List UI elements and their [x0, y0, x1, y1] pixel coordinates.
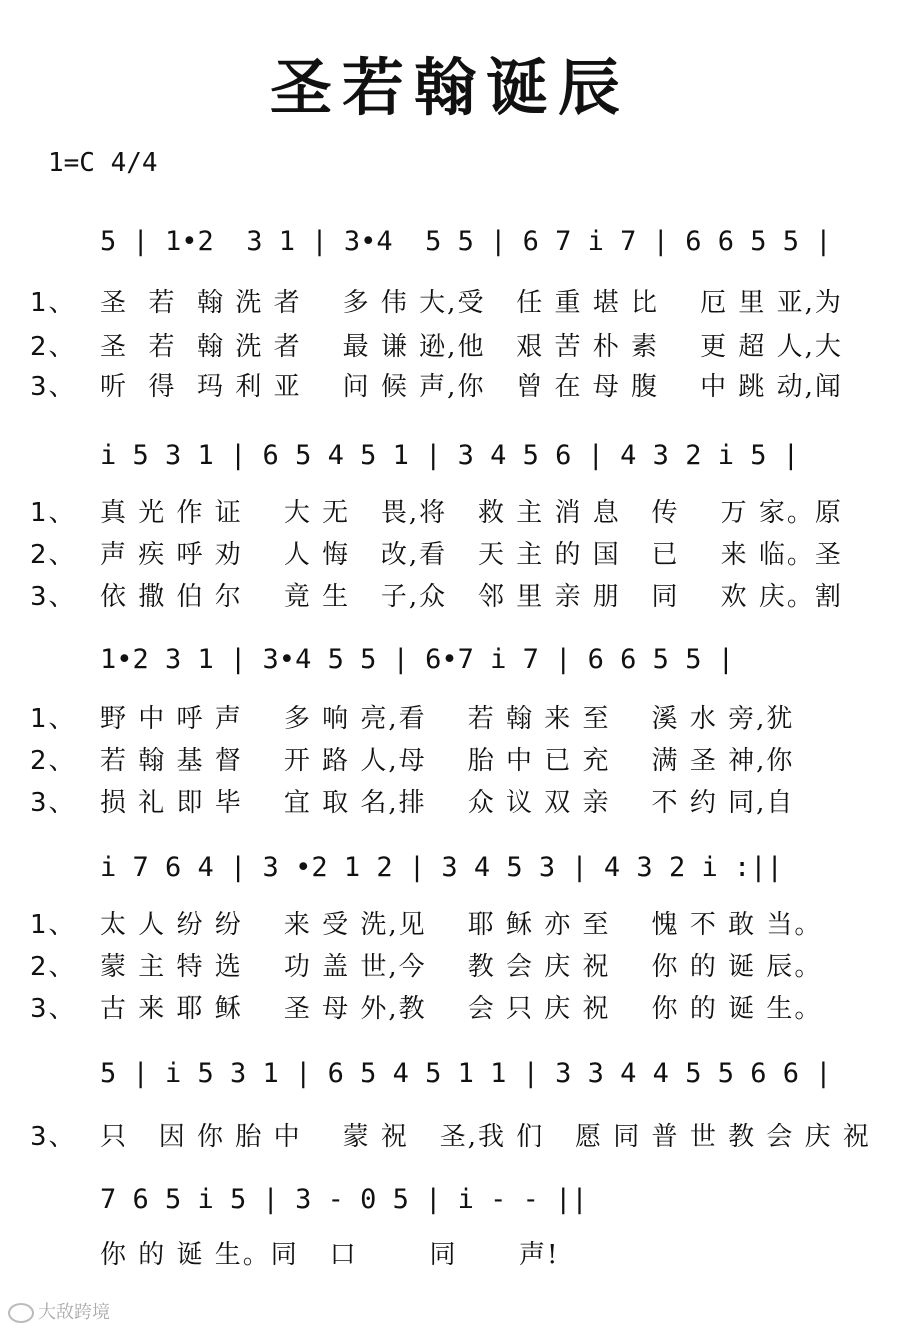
lyric-text: 听 得 玛 利 亚 问 候 声,你 曾 在 母 腹 中 跳 动,闻	[100, 372, 843, 402]
song-title: 圣若翰诞辰	[269, 51, 630, 124]
notation-line-4: i 7 6 4 | 3 •2 1 2 | 3 4 5 3 | 4 3 2 i :||	[100, 852, 783, 883]
lyric-line	[30, 948, 890, 986]
lyric-text: 野 中 呼 声 多 响 亮,看 若 翰 来 至 溪 水 旁,犹	[100, 704, 795, 734]
lyric-text: 圣 若 翰 洗 者 多 伟 大,受 任 重 堪 比 厄 里 亚,为	[100, 288, 843, 318]
lyric-line	[30, 284, 890, 322]
lyric-line	[30, 784, 890, 822]
notation-line-1: 5 | 1•2 3 1 | 3•4 5 5 | 6 7 i 7 | 6 6 5 5 |	[100, 226, 832, 257]
verse-number: 3、	[30, 1122, 77, 1152]
lyric-text: 你 的 诞 生。同 口 同 声!	[100, 1240, 560, 1270]
verse-number: 1、	[30, 704, 77, 734]
verse-number: 1、	[30, 910, 77, 940]
lyric-line	[30, 990, 890, 1028]
lyric-text: 蒙 主 特 选 功 盖 世,今 教 会 庆 祝 你 的 诞 辰。	[100, 952, 823, 982]
lyric-line	[30, 906, 890, 944]
lyric-text: 声 疾 呼 劝 人 悔 改,看 天 主 的 国 已 来 临。圣	[100, 540, 843, 570]
lyric-line	[30, 368, 890, 406]
lyric-text: 损 礼 即 毕 宜 取 名,排 众 议 双 亲 不 约 同,自	[100, 788, 795, 818]
lyric-line	[30, 328, 890, 366]
notation-line-3: 1•2 3 1 | 3•4 5 5 | 6•7 i 7 | 6 6 5 5 |	[100, 644, 734, 675]
verse-number: 3、	[30, 994, 77, 1024]
lyric-line	[30, 1118, 890, 1156]
lyric-line	[30, 700, 890, 738]
watermark	[8, 1298, 110, 1324]
notation-line-5: 5 | i 5 3 1 | 6 5 4 5 1 1 | 3 3 4 4 5 5 6 6 |	[100, 1058, 832, 1089]
lyric-line	[30, 536, 890, 574]
lyric-text: 若 翰 基 督 开 路 人,母 胎 中 已 充 满 圣 神,你	[100, 746, 795, 776]
lyric-line	[30, 1236, 890, 1274]
watermark-logo-icon	[8, 1303, 34, 1323]
verse-number: 2、	[30, 332, 77, 362]
verse-number: 2、	[30, 952, 77, 982]
lyric-line	[30, 494, 890, 532]
lyric-text: 依 撒 伯 尔 竟 生 子,众 邻 里 亲 朋 同 欢 庆。割	[100, 582, 843, 612]
verse-number: 1、	[30, 288, 77, 318]
lyric-text: 古 来 耶 稣 圣 母 外,教 会 只 庆 祝 你 的 诞 生。	[100, 994, 823, 1024]
lyric-line	[30, 742, 890, 780]
verse-number: 1、	[30, 498, 77, 528]
lyric-text: 真 光 作 证 大 无 畏,将 救 主 消 息 传 万 家。原	[100, 498, 843, 528]
watermark-text: 大敌跨境	[38, 1302, 110, 1323]
notation-line-2: i 5 3 1 | 6 5 4 5 1 | 3 4 5 6 | 4 3 2 i 5 |	[100, 440, 799, 471]
notation-line-6: 7 6 5 i 5 | 3 - 0 5 | i - - ||	[100, 1184, 588, 1215]
lyric-text: 太 人 纷 纷 来 受 洗,见 耶 稣 亦 至 愧 不 敢 当。	[100, 910, 823, 940]
lyric-line	[30, 578, 890, 616]
verse-number: 2、	[30, 540, 77, 570]
key-signature: 1=C 4/4	[48, 148, 158, 178]
verse-number: 3、	[30, 372, 77, 402]
verse-number: 2、	[30, 746, 77, 776]
verse-number: 3、	[30, 788, 77, 818]
verse-number: 3、	[30, 582, 77, 612]
lyric-text: 圣 若 翰 洗 者 最 谦 逊,他 艰 苦 朴 素 更 超 人,大	[100, 332, 843, 362]
lyric-text: 只 因 你 胎 中 蒙 祝 圣,我 们 愿 同 普 世 教 会 庆 祝	[100, 1122, 871, 1152]
